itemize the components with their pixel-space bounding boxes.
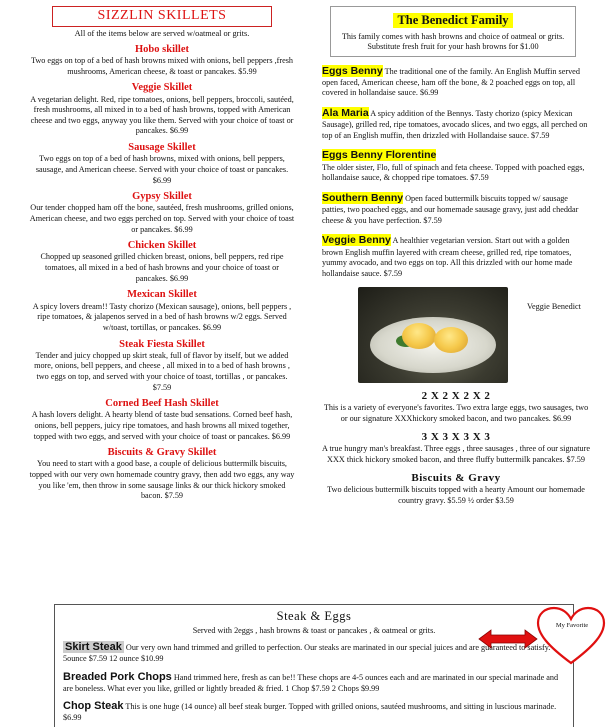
- menu-item: [322, 234, 590, 279]
- skillets-title: SIZZLIN SKILLETS: [97, 8, 227, 23]
- steak-and-eggs-section: [54, 604, 574, 727]
- menu-item-desc: Our very own hand trimmed and grilled to perfection. Our steaks are marinated in our special juices and are guaranteed to satisfy. 5ounce $7.59 12 ounce $10.99: [63, 643, 551, 664]
- menu-item: [28, 239, 296, 284]
- menu-item-desc: The traditional one of the family. An English Muffin served open faced, American cheese, ham off the bone, & 2 poached eggs on top, all covered in hollandaise sauce. $6.99: [322, 66, 580, 98]
- egg-shape: [434, 327, 468, 353]
- menu-item: [322, 471, 590, 506]
- skillets-title-box: [52, 6, 272, 27]
- menu-item-desc: A true hungry man's breakfast. Three eggs , three sausages , three of our signature XXX thick hickory smoked bacon, and three fluffy buttermilk pancakes. $7.59: [322, 444, 591, 464]
- menu-item-name: Biscuits & Gravy Skillet: [107, 447, 217, 459]
- menu-item-name: Veggie Skillet: [131, 82, 193, 94]
- benedict-title: The Benedict Family: [393, 13, 512, 28]
- menu-item-desc: This is one huge (14 ounce) all beef steak burger. Topped with grilled onions, sautéed mushrooms, and sitting in luscious marinade. $6.99: [63, 702, 557, 723]
- menu-item: [322, 149, 590, 183]
- menu-item-name: Hobo skillet: [135, 43, 189, 55]
- benedict-section: [322, 6, 590, 506]
- menu-item-name: Steak Fiesta Skillet: [119, 338, 205, 350]
- menu-item-name: Breaded Pork Chops: [63, 670, 172, 683]
- benedict-subtitle: This family comes with hash browns and choice of oatmeal or grits. Substitute fresh fruit for your hash browns for $1.00: [341, 32, 565, 52]
- menu-item: [322, 192, 590, 226]
- menu-item-desc: A spicy lovers dream!! Tasty chorizo (Mexican sausage), onions, bell peppers , ripe tomatoes, & jalapenos served in a bed of hash browns w/2 eggs. Served w/toast, tortillas, or pancakes. $6.99: [32, 301, 292, 332]
- menu-item-name: 2 X 2 X 2 X 2: [421, 390, 491, 403]
- menu-item-desc: A vegetarian delight. Red, ripe tomatoes, onions, bell peppers, broccoli, sautéed, fresh mushrooms, all mixed in to a bed of hash browns, topped with American cheese and two eggs, anyway you like them. Served with your choice of toast or pancakes. $6.99: [30, 94, 294, 136]
- steak-subtitle: Served with 2eggs , hash browns & toast or pancakes , & oatmeal or grits.: [192, 626, 436, 635]
- menu-item-name: Eggs Benny: [322, 64, 383, 77]
- menu-item-name: Ala Maria: [322, 106, 369, 119]
- veggie-benedict-figure: [322, 287, 590, 383]
- menu-item-name: Mexican Skillet: [127, 289, 197, 301]
- skillets-subtitle: All of the items below are served w/oatmeal or grits.: [74, 29, 250, 38]
- menu-item-name: Sausage Skillet: [128, 142, 196, 154]
- menu-item: [322, 65, 590, 99]
- menu-item-desc: Two delicious buttermilk biscuits topped with a hearty Amount our homemade country gravy. $5.59 ½ order $3.59: [327, 485, 585, 505]
- menu-item-desc: Chopped up seasoned grilled chicken breast, onions, bell peppers, red ripe tomatoes, all mixed in a bed of hash browns and your choice of toast or pancakes. $6.99: [40, 252, 284, 283]
- menu-item: [322, 389, 590, 424]
- steak-title: Steak & Eggs: [276, 609, 352, 623]
- egg-shape: [402, 323, 436, 349]
- menu-item: [28, 446, 296, 502]
- veggie-benedict-photo: [358, 287, 508, 383]
- benedict-title-box: [330, 6, 576, 57]
- menu-item: [28, 397, 296, 442]
- sizzlin-skillets-section: [28, 6, 296, 502]
- menu-item-name: Biscuits & Gravy: [411, 472, 501, 485]
- menu-item-desc: Our tender chopped ham off the bone, sautéed, fresh mushrooms, grilled onions, American cheese, and two eggs perched on top. Served with your choice of toast or pancakes. $6.99: [29, 203, 295, 234]
- menu-item: [322, 107, 590, 141]
- menu-item: [28, 81, 296, 137]
- menu-item: [28, 43, 296, 77]
- menu-item: [63, 699, 565, 724]
- menu-item-desc: This is a variety of everyone's favorites. Two extra large eggs, two sausages, two or our signature XXXhickory smoked bacon, and two pancakes. $6.99: [323, 403, 589, 423]
- menu-item-desc: A spicy addition of the Bennys. Tasty chorizo (spicy Mexican Sausage), grilled red, ripe tomatoes, avocado slices, and two eggs, all perched on top of an English muffin, then drizzled with Hollandaise sauce. $7.59: [322, 108, 588, 140]
- photo-caption: Veggie Benedict: [527, 302, 581, 312]
- double-arrow-icon: [477, 628, 539, 650]
- menu-item-desc: Two eggs on top of a bed of hash browns, mixed with onions, bell peppers, sausage, and American cheese. Served with your choice of toast or pancakes. $6.99: [35, 154, 289, 185]
- menu-item: [28, 338, 296, 394]
- plate-shape: [370, 317, 496, 373]
- menu-item-desc: Two eggs on top of a bed of hash browns mixed with onions, bell peppers ,fresh mushrooms, American cheese, & toast or pancakes. $5.99: [30, 56, 294, 76]
- menu-item-desc: Hand trimmed here, fresh as can be!! These chops are 4-5 ounces each and are marinated in our special marinade and are boneless. What ever you like, grilled or lightly breaded & fried. 1 Chop $7.59 2 Chops $9.99: [63, 672, 559, 693]
- menu-item-desc: A hash lovers delight. A hearty blend of taste bud sensations. Corned beef hash, onions, bell peppers, juicy ripe tomatoes, and hash browns all mixed together, topped with two eggs, and served with your choice of toast or pancakes. $6.99: [31, 410, 293, 441]
- menu-item-desc: A healthier vegetarian version. Start out with a golden brown English muffin layered with cream cheese, grilled red, ripe tomatoes, yummy avocado, and two eggs on top. All this drizzled with our home made hollandaise sauce. $7.59: [322, 236, 573, 278]
- menu-item-name: 3 X 3 X 3 X 3: [421, 431, 491, 444]
- menu-item-name: Southern Benny: [322, 191, 404, 204]
- menu-item-name: Chop Steak: [63, 700, 124, 713]
- menu-item-name: Gypsy Skillet: [132, 191, 192, 203]
- menu-item-desc: You need to start with a good base, a couple of delicious buttermilk biscuits, topped with our very own homemade country gravy, then add two eggs, any way you like 'em, then throw in some sausage links & our thick hickory smoked bacon. $7.59: [29, 459, 295, 501]
- menu-item: [28, 190, 296, 235]
- my-favorite-label: My Favorite: [555, 622, 589, 629]
- menu-item-name: Veggie Benny: [322, 234, 391, 247]
- menu-item-name: Eggs Benny Florentine: [322, 149, 437, 162]
- menu-item-desc: Tender and juicy chopped up skirt steak, full of flavor by itself, but we added more, onions, bell peppers, and cheese , all mixed in to a bed of hash browns , two eggs on top, and served with your choice of toast, tortillas , or pancakes. $7.59: [34, 350, 290, 392]
- menu-item: [63, 670, 565, 695]
- menu-item-name: Skirt Steak: [65, 641, 122, 653]
- heart-icon: [536, 606, 606, 666]
- menu-item: [322, 430, 590, 465]
- menu-item-desc: Open faced buttermilk biscuits topped w/ sausage patties, two poached eggs, and our homemade sausage gravy, just add cheddar cheese & you have perfection. $7.59: [322, 193, 579, 225]
- menu-item-name: Corned Beef Hash Skillet: [105, 398, 219, 410]
- menu-item-name: Chicken Skillet: [127, 240, 197, 252]
- menu-item-desc: The older sister, Flo, full of spinach and feta cheese. Topped with poached eggs, hollandaise sauce, & chopped ripe tomatoes. $7.59: [322, 162, 585, 183]
- menu-item: [28, 288, 296, 333]
- menu-item: [28, 141, 296, 186]
